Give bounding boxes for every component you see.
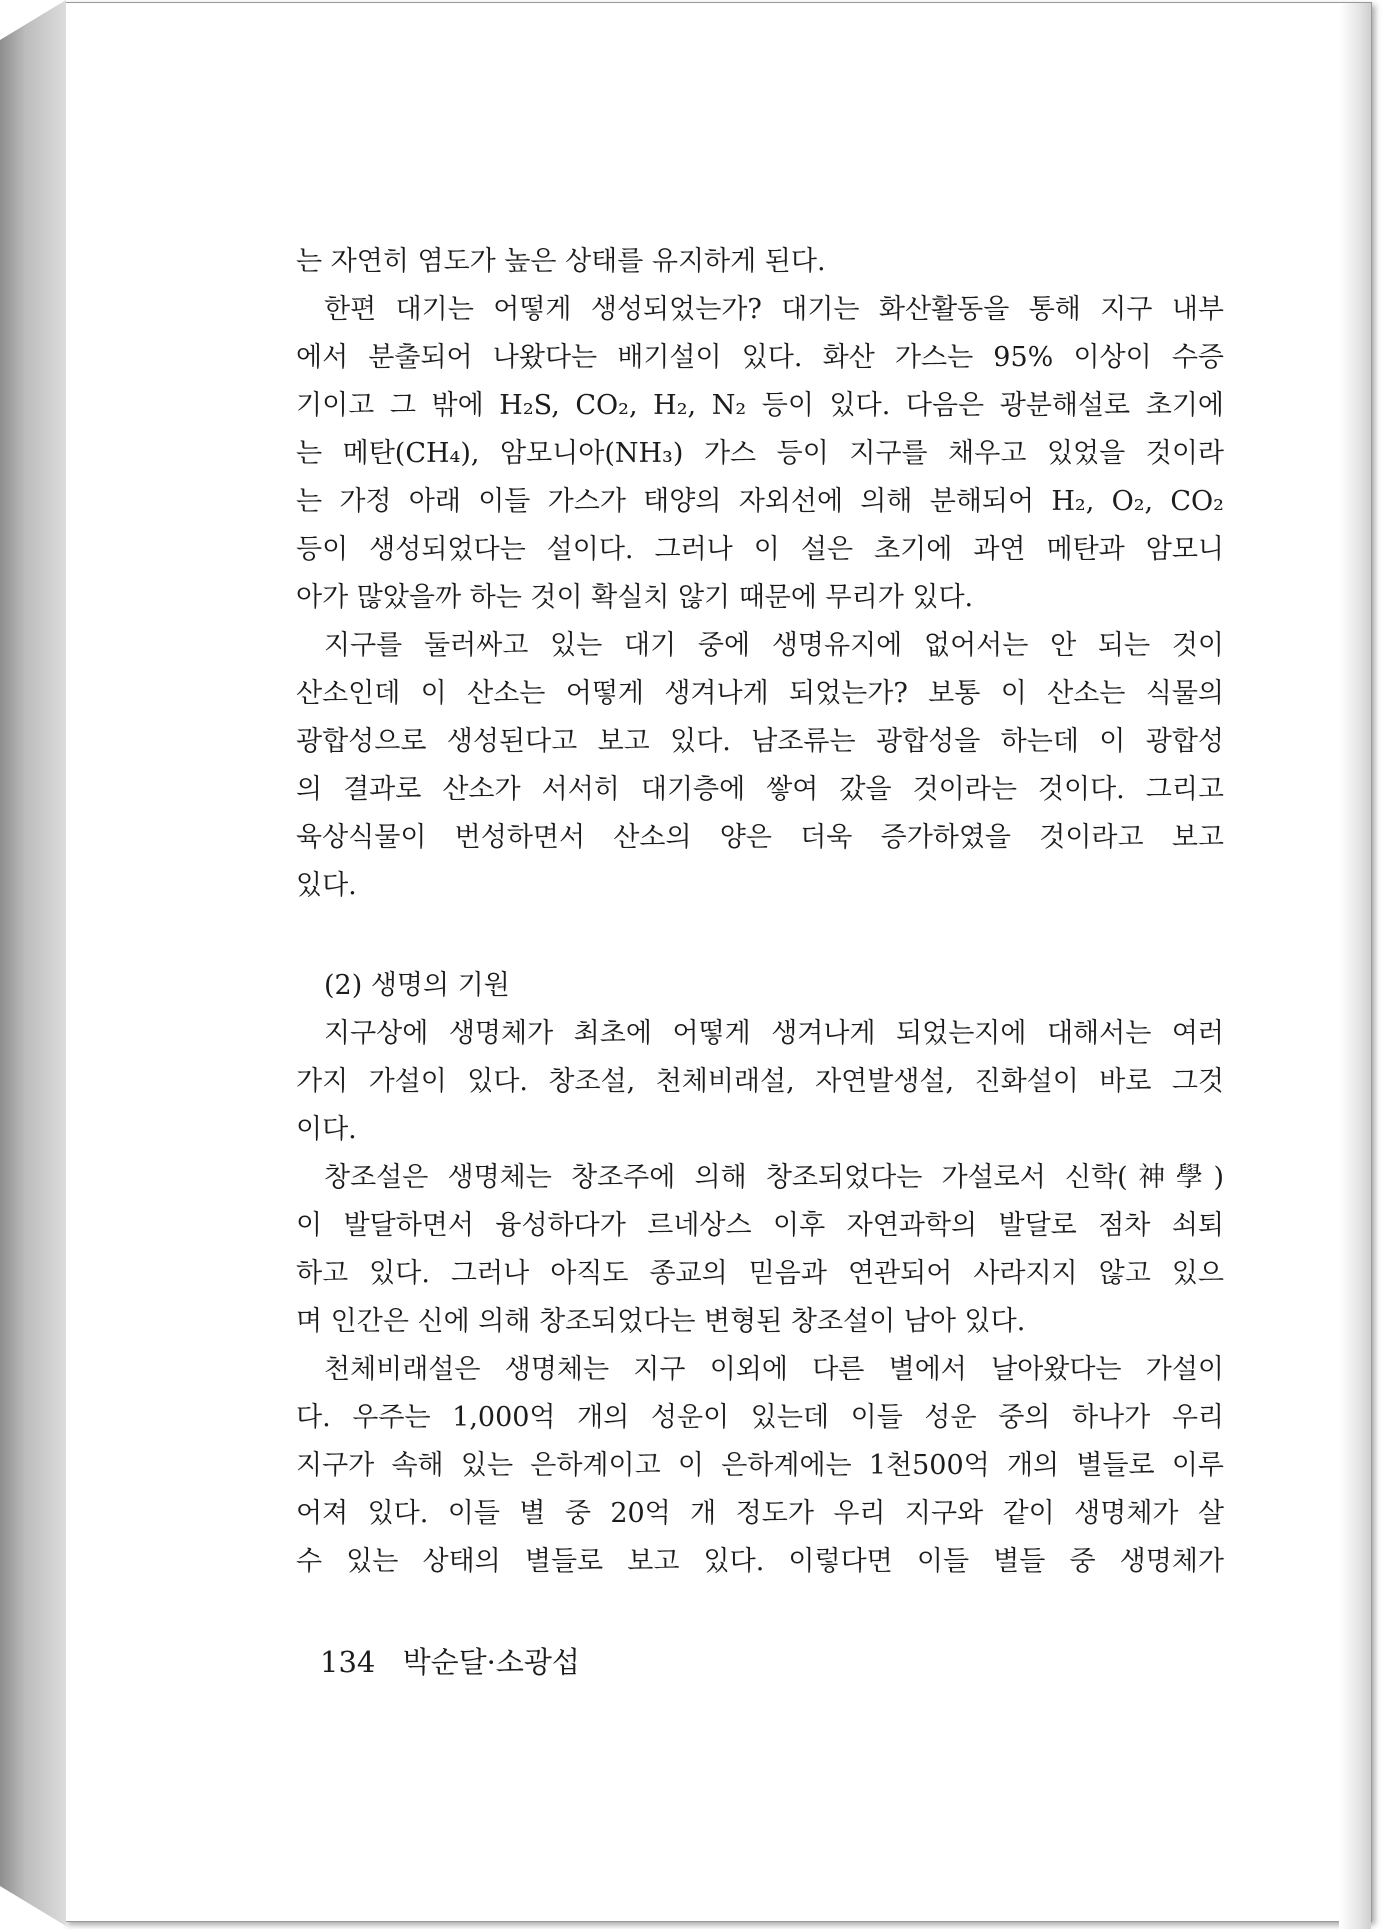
text-line: 지구가 속해 있는 은하계이고 이 은하계에는 1천500억 개의 별들로 이루 <box>296 1450 1224 1481</box>
book-spine <box>0 0 66 1926</box>
text-line: 등이 생성되었다는 설이다. 그러나 이 설은 초기에 과연 메탄과 암모니 <box>296 534 1224 565</box>
text-line: 지구를 둘러싸고 있는 대기 중에 생명유지에 없어서는 안 되는 것이 <box>324 630 1224 661</box>
text-line: 가지 가설이 있다. 창조설, 천체비래설, 자연발생설, 진화설이 바로 그것 <box>296 1066 1224 1097</box>
text-line: 이 발달하면서 융성하다가 르네상스 이후 자연과학의 발달로 점차 쇠퇴 <box>296 1210 1224 1241</box>
text-line: 광합성으로 생성된다고 보고 있다. 남조류는 광합성을 하는데 이 광합성 <box>296 726 1224 757</box>
text-line: 수 있는 상태의 별들로 보고 있다. 이렇다면 이들 별들 중 생명체가 <box>296 1546 1224 1577</box>
text-line: 는 메탄(CH₄), 암모니아(NH₃) 가스 등이 지구를 채우고 있었을 것이라 <box>296 438 1224 469</box>
text-line: 있다. <box>296 870 357 901</box>
text-line: 의 결과로 산소가 서서히 대기층에 쌓여 갔을 것이라는 것이다. 그리고 <box>296 774 1224 805</box>
text-line: 천체비래설은 생명체는 지구 이외에 다른 별에서 날아왔다는 가설이 <box>324 1354 1224 1385</box>
page-footer <box>320 1640 580 1681</box>
spine-top-corner <box>0 0 66 40</box>
text-line: 는 자연히 염도가 높은 상태를 유지하게 된다. <box>296 246 826 277</box>
text-line: 아가 많았을까 하는 것이 확실치 않기 때문에 무리가 있다. <box>296 582 974 613</box>
text-line: 어져 있다. 이들 별 중 20억 개 정도가 우리 지구와 같이 생명체가 살 <box>296 1498 1224 1529</box>
section-heading: (2) 생명의 기원 <box>324 970 510 1001</box>
text-line: 기이고 그 밖에 H₂S, CO₂, H₂, N₂ 등이 있다. 다음은 광분해설로 초기에 <box>296 390 1224 421</box>
page-edge <box>1339 3 1371 1929</box>
author-names: 박순달·소광섭 <box>402 1645 580 1679</box>
text-line: 다. 우주는 1,000억 개의 성운이 있는데 이들 성운 중의 하나가 우리 <box>296 1402 1224 1433</box>
spine-bottom-corner <box>0 1886 66 1926</box>
text-line: 며 인간은 신에 의해 창조되었다는 변형된 창조설이 남아 있다. <box>296 1306 1026 1337</box>
text-line: 이다. <box>296 1114 357 1145</box>
text-line: 지구상에 생명체가 최초에 어떻게 생겨나게 되었는지에 대해서는 여러 <box>324 1018 1224 1049</box>
text-line: 육상식물이 번성하면서 산소의 양은 더욱 증가하였을 것이라고 보고 <box>296 822 1224 853</box>
body-text <box>296 238 1224 1586</box>
text-line: 에서 분출되어 나왔다는 배기설이 있다. 화산 가스는 95% 이상이 수증 <box>296 342 1224 373</box>
text-line: 창조설은 생명체는 창조주에 의해 창조되었다는 가설로서 신학(神學) <box>324 1162 1224 1193</box>
text-line: 하고 있다. 그러나 아직도 종교의 믿음과 연관되어 사라지지 않고 있으 <box>296 1258 1224 1289</box>
text-line: 산소인데 이 산소는 어떻게 생겨나게 되었는가? 보통 이 산소는 식물의 <box>296 678 1224 709</box>
text-line: 는 가정 아래 이들 가스가 태양의 자외선에 의해 분해되어 H₂, O₂, CO₂ <box>296 486 1224 517</box>
text-line: 한편 대기는 어떻게 생성되었는가? 대기는 화산활동을 통해 지구 내부 <box>324 294 1224 325</box>
page-number: 134 <box>320 1645 376 1679</box>
